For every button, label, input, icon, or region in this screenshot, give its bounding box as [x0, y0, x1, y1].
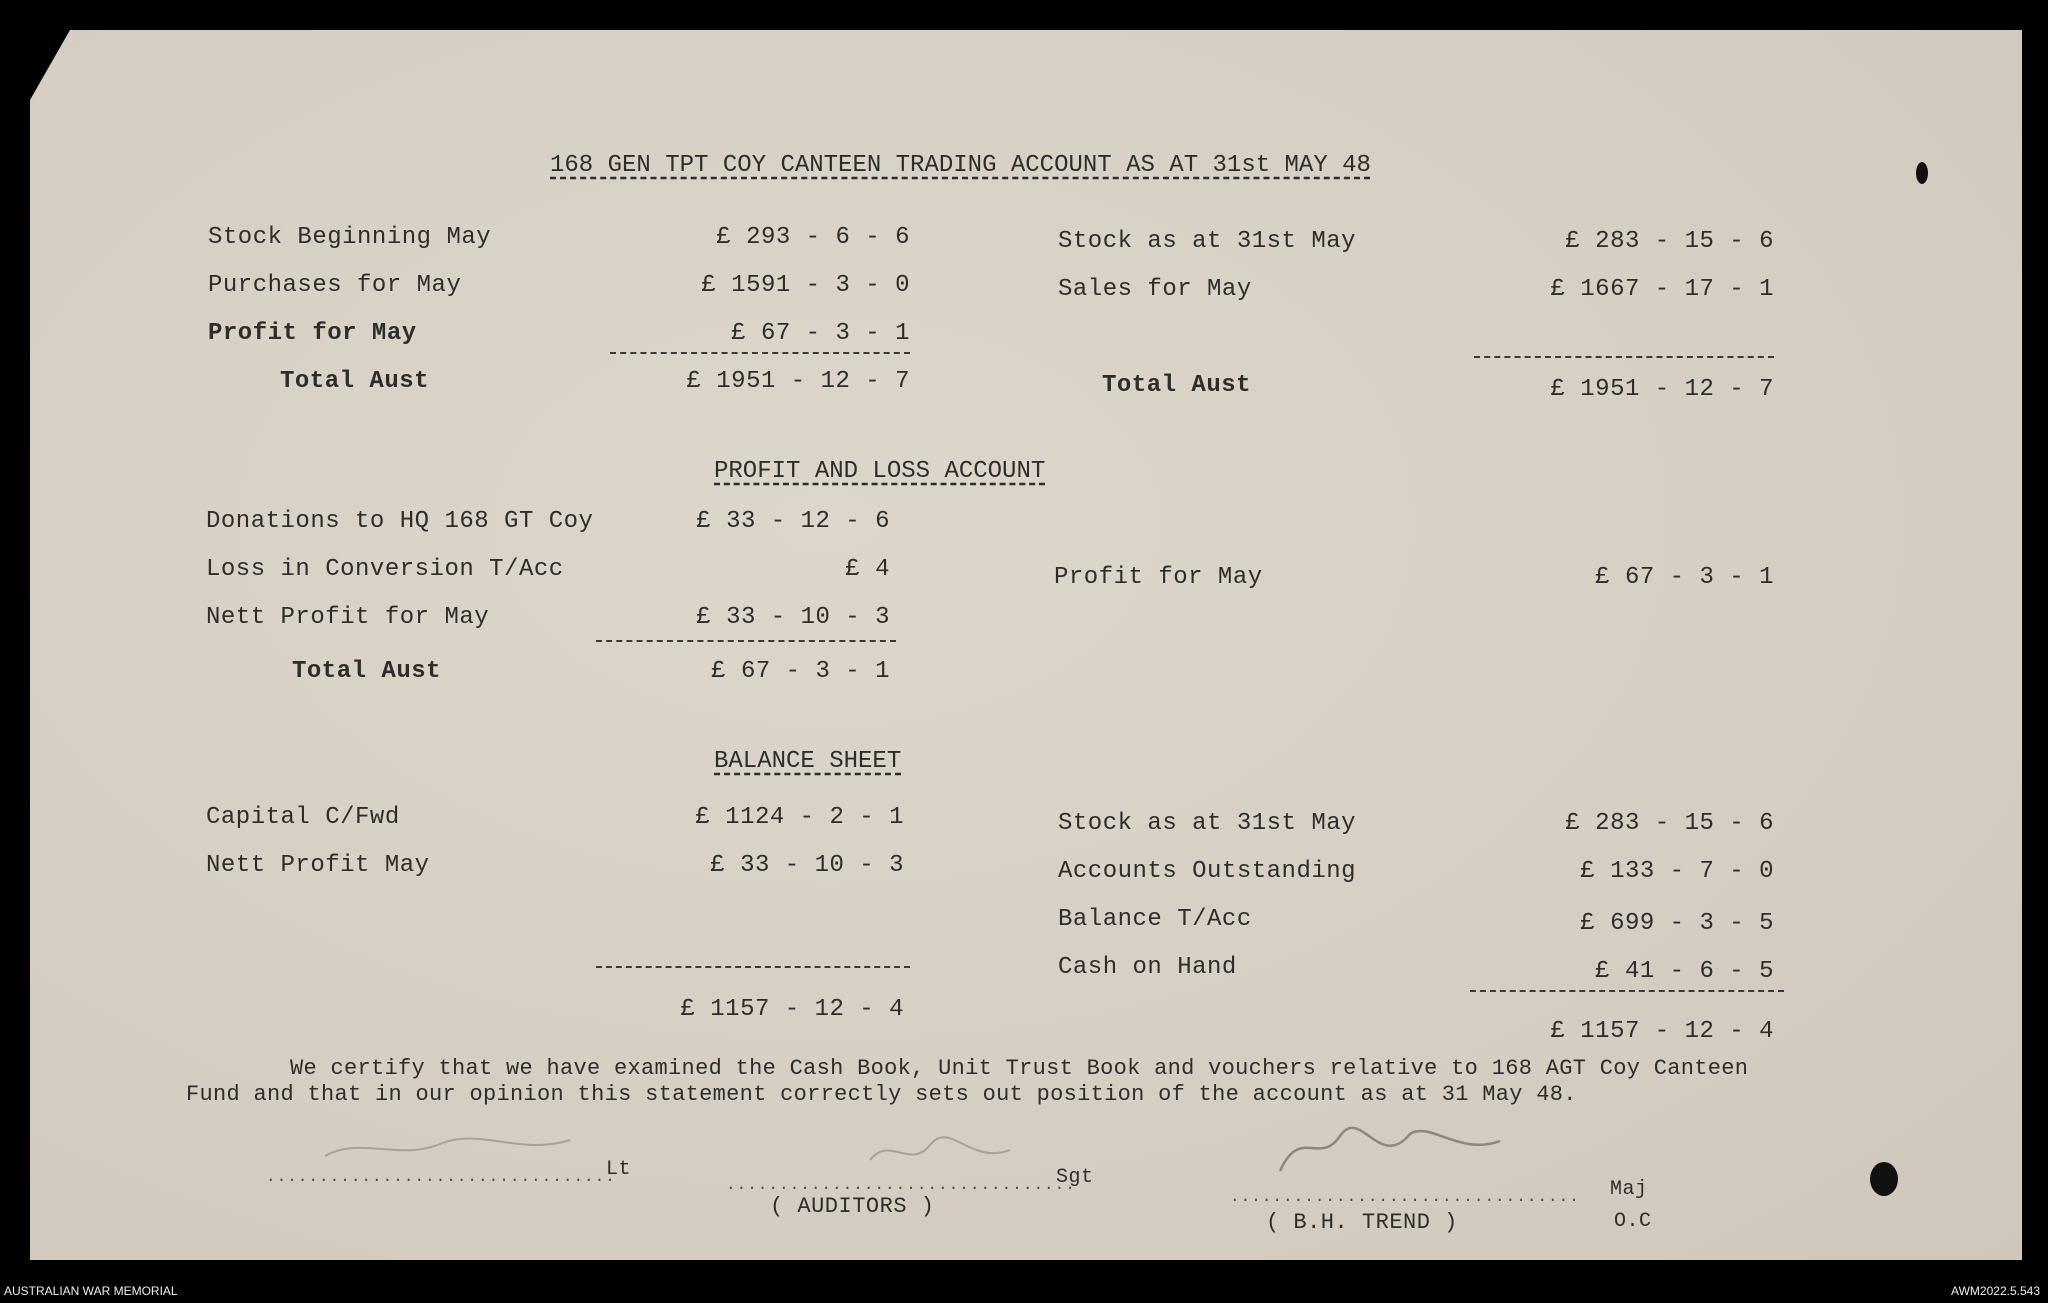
bs-left-amount-2: £ 33 - 10 - 3	[710, 852, 904, 879]
document-title: 168 GEN TPT COY CANTEEN TRADING ACCOUNT AS AT 31st MAY 48	[550, 152, 1371, 179]
punch-hole-bottom	[1870, 1162, 1898, 1196]
trading-left-rule	[610, 352, 910, 354]
pl-left-total-amount: £ 67 - 3 - 1	[711, 658, 890, 685]
bs-right-label-3: Balance T/Acc	[1058, 906, 1252, 933]
pl-left-amount-2: £ 4	[845, 556, 890, 583]
bs-left-rule	[596, 966, 910, 968]
bs-right-amount-2: £ 133 - 7 - 0	[1580, 858, 1774, 885]
trading-left-label-3: Profit for May	[208, 320, 417, 347]
signature-3-rank: Maj	[1610, 1178, 1648, 1201]
signature-3-role: O.C	[1614, 1210, 1652, 1233]
trading-left-amount-3: £ 67 - 3 - 1	[731, 320, 910, 347]
signature-3-name: ( B.H. TREND )	[1266, 1210, 1458, 1235]
bs-right-total: £ 1157 - 12 - 4	[1550, 1018, 1774, 1045]
bs-section-title: BALANCE SHEET	[714, 748, 902, 775]
trading-right-rule	[1474, 356, 1774, 358]
trading-right-amount-2: £ 1667 - 17 - 1	[1550, 276, 1774, 303]
pl-section-title: PROFIT AND LOSS ACCOUNT	[714, 458, 1046, 485]
bs-right-label-4: Cash on Hand	[1058, 954, 1237, 981]
bs-right-amount-4: £ 41 - 6 - 5	[1595, 958, 1774, 985]
bs-left-label-2: Nett Profit May	[206, 852, 430, 879]
trading-right-total-label: Total Aust	[1102, 372, 1252, 399]
bs-right-amount-1: £ 283 - 15 - 6	[1565, 810, 1774, 837]
certification-line-2: Fund and that in our opinion this statement correctly sets out position of the account as at 31 May 48.	[186, 1082, 1577, 1107]
trading-left-amount-2: £ 1591 - 3 - 0	[701, 272, 910, 299]
trading-left-label-1: Stock Beginning May	[208, 224, 492, 251]
signature-1	[320, 1126, 580, 1166]
auditors-label: ( AUDITORS )	[770, 1194, 935, 1219]
signature-line-1: .................................	[266, 1168, 616, 1186]
trading-right-total-amount: £ 1951 - 12 - 7	[1550, 376, 1774, 403]
certification-line-1: We certify that we have examined the Cash Book, Unit Trust Book and vouchers relative to 168 AGT Coy Canteen	[290, 1056, 1749, 1081]
pl-left-label-2: Loss in Conversion T/Acc	[206, 556, 564, 583]
footer-accession-number: AWM2022.5.543	[1951, 1284, 2040, 1298]
signature-1-rank: Lt	[606, 1158, 632, 1181]
footer-institution: AUSTRALIAN WAR MEMORIAL	[4, 1284, 178, 1298]
pl-right-amount-1: £ 67 - 3 - 1	[1595, 564, 1774, 591]
bs-right-amount-3: £ 699 - 3 - 5	[1580, 910, 1774, 937]
signature-line-3: .................................	[1230, 1188, 1580, 1206]
folded-corner	[30, 30, 70, 100]
document-page	[30, 30, 2022, 1260]
trading-left-amount-1: £ 293 - 6 - 6	[716, 224, 910, 251]
bs-left-total: £ 1157 - 12 - 4	[680, 996, 904, 1023]
signature-3	[1260, 1116, 1520, 1180]
pl-left-rule	[596, 640, 896, 642]
trading-left-label-2: Purchases for May	[208, 272, 462, 299]
bs-left-label-1: Capital C/Fwd	[206, 804, 400, 831]
trading-left-total-amount: £ 1951 - 12 - 7	[686, 368, 910, 395]
bs-right-label-2: Accounts Outstanding	[1058, 858, 1357, 885]
trading-left-total-label: Total Aust	[280, 368, 430, 395]
signature-line-2: .................................	[726, 1176, 1076, 1194]
signature-2-rank: Sgt	[1056, 1166, 1094, 1189]
pl-left-amount-3: £ 33 - 10 - 3	[696, 604, 890, 631]
pl-left-amount-1: £ 33 - 12 - 6	[696, 508, 890, 535]
punch-hole-top	[1916, 162, 1928, 184]
signature-2	[860, 1130, 1020, 1170]
trading-right-label-1: Stock as at 31st May	[1058, 228, 1357, 255]
trading-right-amount-1: £ 283 - 15 - 6	[1565, 228, 1774, 255]
pl-right-label-1: Profit for May	[1054, 564, 1263, 591]
bs-right-label-1: Stock as at 31st May	[1058, 810, 1357, 837]
trading-right-label-2: Sales for May	[1058, 276, 1252, 303]
bs-left-amount-1: £ 1124 - 2 - 1	[695, 804, 904, 831]
bs-right-rule	[1470, 990, 1784, 992]
pl-left-total-label: Total Aust	[292, 658, 442, 685]
pl-left-label-1: Donations to HQ 168 GT Coy	[206, 508, 594, 535]
pl-left-label-3: Nett Profit for May	[206, 604, 490, 631]
